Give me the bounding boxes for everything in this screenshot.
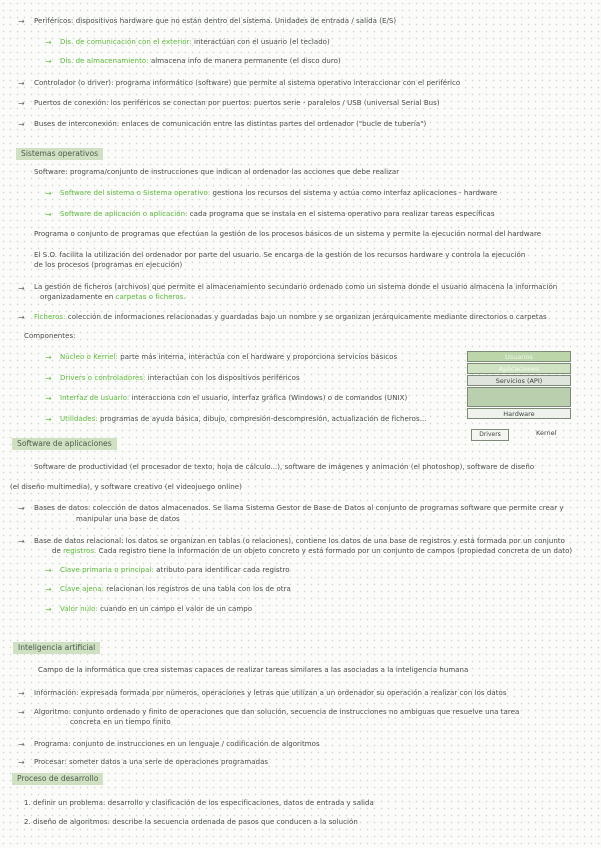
highlighted-term: Utilidades: (60, 415, 98, 423)
arrow-icon: → (18, 313, 25, 322)
arrow-icon: → (18, 120, 25, 129)
note-line: Bases de datos: colección de datos almacenados. Se llama Sistema Gestor de Base de Datos al conjunto de programas software que permite crear y (34, 504, 564, 512)
note-line: organizadamente en carpetas o ficheros. (40, 293, 186, 301)
highlighted-term: Clave ajena: (60, 585, 105, 593)
highlighted-term: Drivers o controladores: (60, 374, 146, 382)
highlighted-term: carpetas o ficheros. (115, 293, 186, 301)
note-line: de los procesos (programas en ejecución) (34, 261, 183, 269)
note-line: Núcleo o Kernel: parte más interna, interactúa con el hardware y proporciona servicios básicos (60, 353, 398, 361)
layer-drivers: Drivers (471, 429, 509, 441)
note-line: Puertos de conexión: los periféricos se conectan por puertos: puertos serie - paralelos / USB (universal Serial Bus) (34, 99, 440, 107)
note-line: El S.O. facilita la utilización del ordenador por parte del usuario. Se encarga de la gestión de los recursos hardware y controla la ejecución (34, 251, 526, 259)
arrow-icon: → (45, 210, 52, 219)
note-line: Drivers o controladores: interactúan con los dispositivos periféricos (60, 374, 300, 382)
note-line: Clave ajena: relacionan los registros de una tabla con los de otra (60, 585, 291, 593)
os-layers-diagram (467, 351, 571, 438)
arrow-icon: → (45, 415, 52, 424)
arrow-icon: → (18, 537, 25, 546)
arrow-icon: → (45, 189, 52, 198)
arrow-icon: → (45, 353, 52, 362)
note-line: concreta en un tiempo finito (70, 718, 171, 726)
arrow-icon: → (45, 566, 52, 575)
arrow-icon: → (18, 79, 25, 88)
highlighted-term: Valor nulo: (60, 605, 98, 613)
arrow-icon: → (18, 708, 25, 717)
arrow-icon: → (45, 57, 52, 66)
note-line: Procesar: someter datos a una serie de operaciones programadas (34, 758, 269, 766)
note-line: Utilidades: programas de ayuda básica, dibujo, compresión-descompresión, actualización de ficheros... (60, 415, 427, 423)
layer-kernel: Kernel (536, 429, 557, 437)
highlighted-term: Dis. de almacenamiento: (60, 57, 149, 65)
highlighted-term: Dis. de comunicación con el exterior: (60, 38, 192, 46)
highlighted-term: Interfaz de usuario: (60, 394, 130, 402)
arrow-icon: → (18, 689, 25, 698)
note-line: (el diseño multimedia), y software creativo (el videojuego online) (10, 483, 242, 491)
arrow-icon: → (18, 284, 25, 293)
note-line: Base de datos relacional: los datos se organizan en tablas (o relaciones), contiene los datos de una base de registros y está formada por un conjunto (34, 537, 566, 545)
note-line: 2. diseño de algoritmos: describe la secuencia ordenada de pasos que conducen a la solución (24, 818, 358, 826)
note-line: Buses de interconexión: enlaces de comunicación entre las distintas partes del ordenador ("bucle de tubería") (34, 120, 427, 128)
highlighted-term: Software del sistema o Sistema operativo: (60, 189, 211, 197)
note-line: Software de aplicación o aplicación: cada programa que se instala en el sistema operativo para realizar tareas específicas (60, 210, 495, 218)
highlighted-term: Ficheros: (34, 313, 66, 321)
note-line: de registros. Cada registro tiene la información de un objeto concreto y está formado por un conjunto de campos (propiedad concreta de un dato) (52, 547, 573, 555)
note-line: 1. definir un problema: desarrollo y clasificación de los especificaciones, datos de entrada y salida (24, 799, 374, 807)
note-line: Programa o conjunto de programas que efectúan la gestión de los procesos básicos de un sistema y permite la ejecución normal del hardware (34, 230, 542, 238)
highlighted-term: Software de aplicación o aplicación: (60, 210, 188, 218)
arrow-icon: → (18, 17, 25, 26)
note-line: Componentes: (24, 332, 76, 340)
note-line: Programa: conjunto de instrucciones en un lenguaje / codificación de algoritmos (34, 740, 320, 748)
note-line: Valor nulo: cuando en un campo el valor de un campo (60, 605, 253, 613)
highlighted-term: Clave primaria o principal: (60, 566, 154, 574)
note-line: Software: programa/conjunto de instrucciones que indican al ordenador las acciones que debe realizar (34, 168, 400, 176)
arrow-icon: → (45, 38, 52, 47)
arrow-icon: → (45, 585, 52, 594)
note-line: Controlador (o driver): programa informático (software) que permite al sistema operativo interaccionar con el periférico (34, 79, 461, 87)
arrow-icon: → (45, 394, 52, 403)
layer-servicios: Servicios (API) (467, 375, 571, 386)
note-line: Campo de la informática que crea sistemas capaces de realizar tareas similares a las asociadas a la inteligencia humana (38, 666, 469, 674)
note-line: Algoritmo: conjunto ordenado y finito de operaciones que dan solución, secuencia de instrucciones no ambiguas que resuelve una tarea (34, 708, 520, 716)
highlighted-term: Núcleo o Kernel: (60, 353, 118, 361)
arrow-icon: → (18, 758, 25, 767)
note-line: Periféricos: dispositivos hardware que no están dentro del sistema. Unidades de entrada / salida (E/S) (34, 17, 397, 25)
note-line: Ficheros: colección de informaciones relacionadas y guardadas bajo un nombre y se organizan jerárquicamente mediante directorios o carpetas (34, 313, 547, 321)
heading-software-aplicaciones: Software de aplicaciones (12, 438, 117, 450)
highlighted-term: registros. (63, 547, 97, 555)
note-line: La gestión de ficheros (archivos) que permite el almacenamiento secundario ordenado como un sistema donde el usuario almacena la información (34, 283, 558, 291)
heading-sistemas-operativos: Sistemas operativos (16, 148, 103, 160)
arrow-icon: → (45, 374, 52, 383)
layer-aplicaciones: Aplicaciones (467, 363, 571, 374)
note-line: Clave primaria o principal: atributo para identificar cada registro (60, 566, 290, 574)
arrow-icon: → (18, 99, 25, 108)
layer-usuarios: Usuarios (467, 351, 571, 362)
heading-proceso-desarrollo: Proceso de desarrollo (12, 773, 103, 785)
arrow-icon: → (45, 605, 52, 614)
heading-inteligencia-artificial: Inteligencia artificial (13, 642, 100, 654)
note-line: manipular una base de datos (76, 515, 180, 523)
note-line: Software de productividad (el procesador de texto, hoja de cálculo...), software de imágenes y animación (el photoshop), software de diseño (34, 463, 535, 471)
note-line: Dis. de almacenamiento: almacena info de manera permanente (el disco duro) (60, 57, 341, 65)
note-line: Información: expresada formada por números, operaciones y letras que utilizan a un ordenador su operación a realizar con los datos (34, 689, 507, 697)
note-line: Dis. de comunicación con el exterior: interactúan con el usuario (el teclado) (60, 38, 330, 46)
note-line: Software del sistema o Sistema operativo: gestiona los recursos del sistema y actúa como interfaz aplicaciones - hardware (60, 189, 498, 197)
arrow-icon: → (18, 504, 25, 513)
layer-hardware: Hardware (467, 408, 571, 419)
arrow-icon: → (18, 740, 25, 749)
note-line: Interfaz de usuario: interacciona con el usuario, interfaz gráfica (Windows) o de comandos (UNIX) (60, 394, 408, 402)
